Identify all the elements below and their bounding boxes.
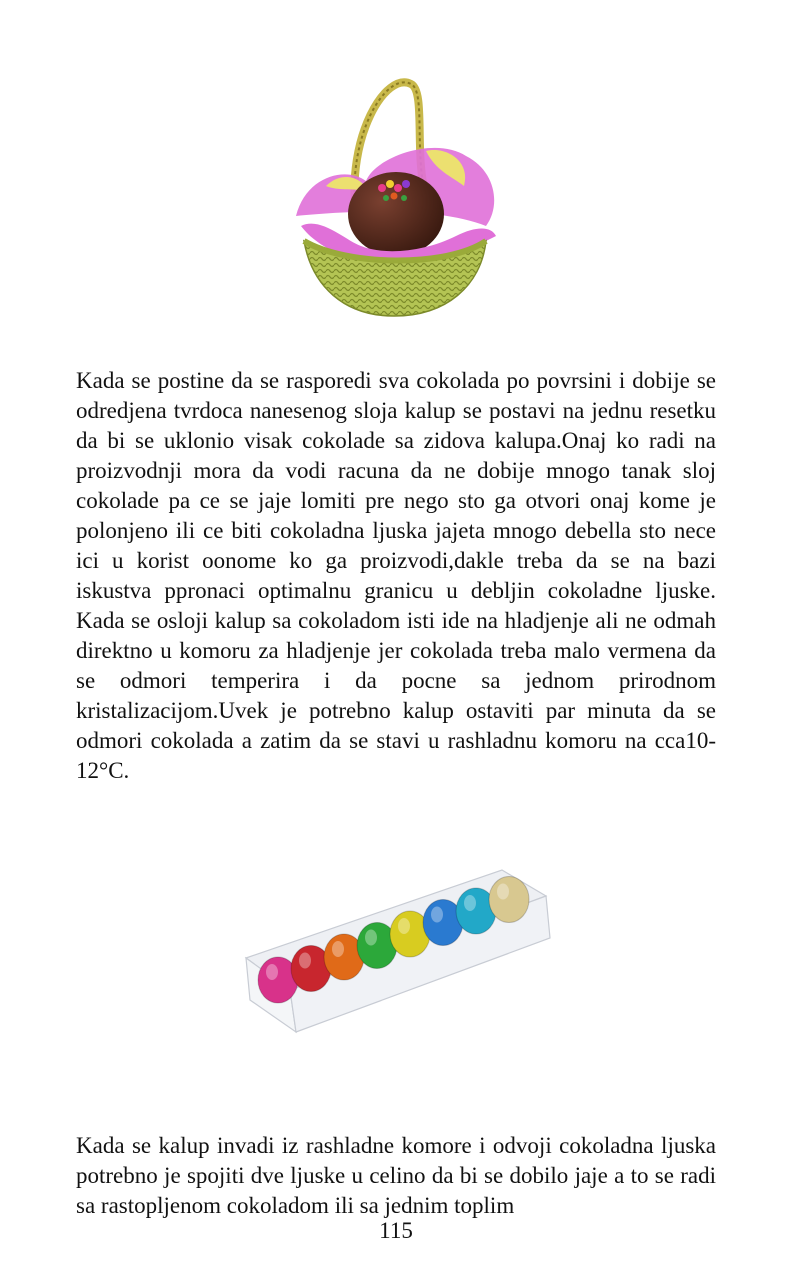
foil-egg-highlight	[332, 941, 344, 957]
foil-egg-highlight	[266, 964, 278, 980]
body-paragraph-2: Kada se kalup invadi iz rashladne komore i odvoji cokoladna ljuska potrebno je spojiti dve ljuske u celino da bi se dobilo jaje a to se radi sa rastopljenom cokoladom ili sa jednim toplim	[76, 1133, 716, 1218]
foil-egg-highlight	[398, 918, 410, 934]
foil-egg	[489, 877, 529, 923]
body-paragraph-1: Kada se postine da se rasporedi sva cokolada po povrsini i dobije se odredjena tvrdoca nanesenog sloja kalup se postavi na jednu resetku da bi se uklonio visak cokolade sa zidova kalupa.Onaj ko radi na proizvodnji mora da vodi racuna da ne dobije mnogo tanak sloj cokolade pa ce se jaje lomiti pre nego sto ga otvori onaj kome je polonjeno ili ce biti cokoladna ljuska jajeta mnogo debella sto nece ici u korist oonome ko ga proizvodi,dakle treba da se na bazi iskustva ppronaci optimalnu granicu u debljin cokoladne ljuske. Kada se osloji kalup sa cokoladom isti ide na hladjenje ali ne odmah direktno u komoru za hladjenje jer cokolada treba malo vermena da se odmori temperira i da pocne sa jednom prirodnom kristalizacijom.Uvek je potrebno kalup ostaviti par minuta da se odmori cokolada a zatim da se stavi u rashladnu komoru na cca10-12°C.	[76, 368, 716, 783]
page-number: 115	[379, 1218, 413, 1243]
foil-egg-highlight	[464, 895, 476, 911]
foil-egg-highlight	[299, 953, 311, 969]
foil-egg-highlight	[497, 884, 509, 900]
foil-egg-highlight	[365, 930, 377, 946]
easter-basket-image	[286, 76, 506, 326]
foil-eggs-box-image	[240, 862, 552, 1042]
foil-egg-highlight	[431, 907, 443, 923]
